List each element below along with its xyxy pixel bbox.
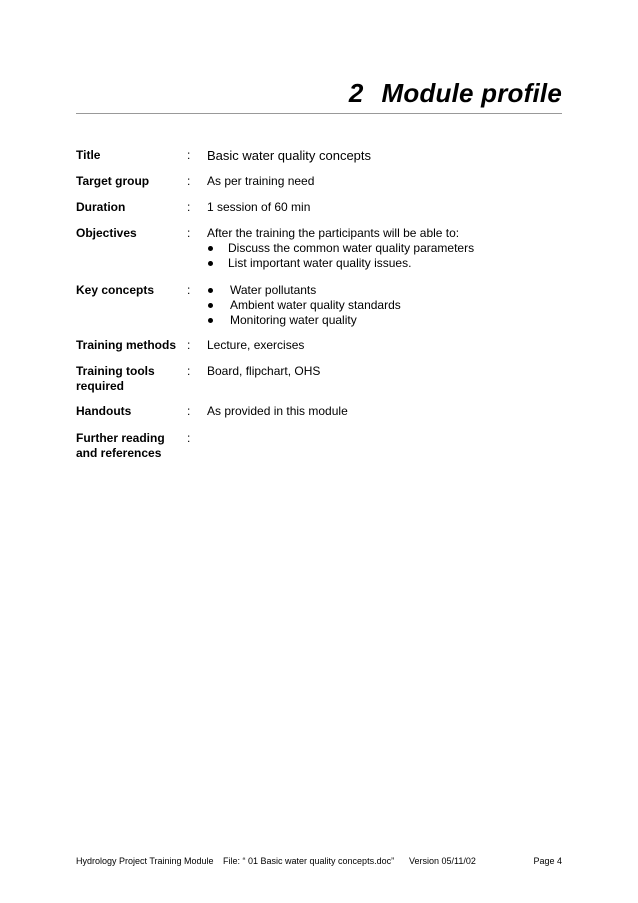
section-title: Module profile bbox=[381, 78, 562, 108]
row-colon: : bbox=[187, 404, 191, 418]
key-concepts-list bbox=[207, 283, 567, 328]
row-value: Basic water quality concepts bbox=[207, 148, 372, 163]
list-item-text: Ambient water quality standards bbox=[230, 298, 401, 312]
row-colon: : bbox=[187, 226, 191, 240]
row-colon: : bbox=[187, 200, 191, 214]
row-colon: : bbox=[187, 338, 191, 352]
list-item-text: Monitoring water quality bbox=[230, 313, 357, 327]
page-footer bbox=[76, 854, 562, 868]
row-label: Title bbox=[76, 148, 101, 162]
bullet-icon bbox=[208, 303, 213, 308]
list-item-text: Discuss the common water quality parameters bbox=[228, 241, 475, 255]
row-colon: : bbox=[187, 174, 191, 188]
bullet-icon bbox=[208, 318, 213, 323]
objectives-list bbox=[207, 241, 567, 271]
row-colon: : bbox=[187, 283, 191, 297]
footer-page-number: Page 4 bbox=[533, 856, 562, 866]
row-label: Objectives bbox=[76, 226, 137, 240]
row-colon: : bbox=[187, 431, 191, 445]
bullet-icon bbox=[208, 246, 213, 251]
list-item-text: List important water quality issues. bbox=[228, 256, 412, 270]
footer-version: Version 05/11/02 bbox=[409, 856, 476, 866]
objectives-intro: After the training the participants will be able to: bbox=[207, 226, 460, 240]
row-label: Target group bbox=[76, 174, 150, 188]
row-label: Key concepts bbox=[76, 283, 155, 297]
list-item bbox=[207, 283, 567, 298]
row-label: Handouts bbox=[76, 404, 132, 418]
list-item bbox=[207, 241, 567, 256]
section-number: 2 bbox=[348, 78, 364, 108]
row-value: As provided in this module bbox=[207, 404, 348, 418]
row-value: 1 session of 60 min bbox=[207, 200, 311, 214]
bullet-icon bbox=[208, 288, 213, 293]
row-value: Lecture, exercises bbox=[207, 338, 305, 352]
row-colon: : bbox=[187, 148, 191, 162]
heading-rule bbox=[76, 113, 562, 114]
row-colon: : bbox=[187, 364, 191, 378]
bullet-icon bbox=[208, 261, 213, 266]
list-item bbox=[207, 298, 567, 313]
row-label: Training methods bbox=[76, 338, 177, 352]
row-value bbox=[207, 283, 567, 328]
list-item bbox=[207, 256, 567, 271]
section-heading bbox=[349, 78, 562, 109]
row-label: Further reading and references bbox=[76, 431, 165, 460]
row-label: Duration bbox=[76, 200, 126, 214]
list-item bbox=[207, 313, 567, 328]
footer-project: Hydrology Project Training Module bbox=[76, 856, 214, 866]
row-value bbox=[207, 226, 567, 271]
row-value: As per training need bbox=[207, 174, 315, 188]
row-value: Board, flipchart, OHS bbox=[207, 364, 321, 378]
list-item-text: Water pollutants bbox=[230, 283, 317, 297]
row-label: Training tools required bbox=[76, 364, 155, 393]
footer-file: File: “ 01 Basic water quality concepts.doc” bbox=[223, 856, 395, 866]
